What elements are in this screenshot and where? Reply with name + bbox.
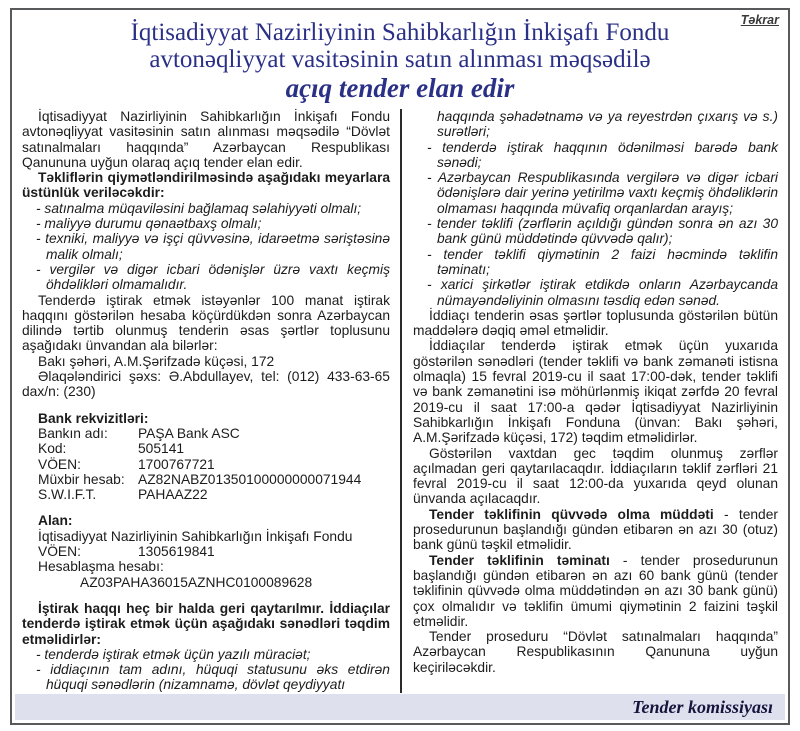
submission-deadlines-paragraph: İddiaçılar tenderdə iştirak etmək üçün yuxarıda göstərilən sənədləri (tender təklifi və bank zəmanəti istisna olmaqla) 15 fevral 2019-cu il saat 17:00-dək, tender təklifi və bank zəmanətini isə möhürlənmiş ikiqat zərfdə 20 fevral 2019-cu il saat 17:00-a qədər İqtisadiyyat Nazirliyinin Sahibkarlığın İnkişafı Fonduna (ünvan: Bakı şəhəri, A.M.Şərifzadə küçəsi, 172) təqdim etməlidirlər.	[413, 338, 778, 446]
bank-details-heading: Bank rekvizitləri:	[38, 410, 149, 426]
document-item: - xarici şirkətlər iştirak etdikdə onların Azərbaycanda nümayəndəliyinin olmasını təsdiq edən sənəd.	[427, 277, 778, 308]
validity-paragraph	[413, 507, 778, 553]
validity-lead: Tender təklifinin qüvvədə olma müddəti	[429, 506, 714, 522]
recipient-heading: Alan:	[38, 513, 73, 529]
page-title-line-1: İqtisadiyyat Nazirliyinin Sahibkarlığın İnkişafı Fondu	[130, 19, 670, 46]
bank-row-voen	[22, 457, 390, 472]
announcement-frame	[10, 8, 790, 725]
criteria-heading: Təkliflərin qiymətləndirilməsində aşağıdakı meyarlara üstünlük veriləcəkdir:	[22, 170, 390, 201]
bank-row-value: PAŞA Bank ASC	[138, 425, 240, 441]
bank-row-value: 1700767721	[138, 456, 215, 472]
bank-row-label: Bankın adı:	[38, 425, 108, 441]
criteria-item: - maliyyə durumu qənaətbaxş olmalı;	[36, 216, 262, 232]
signature-bar	[15, 694, 785, 720]
recipient-voen-row	[22, 544, 390, 559]
right-column	[400, 109, 778, 693]
compliance-paragraph: İddiaçı tenderin əsas şərtlər toplusunda göstərilən bütün maddələrə dəqiq əməl etməlidir.	[413, 307, 778, 339]
validity-rest: - tender prosedurunun başlandığı gündən etibarən ən azı 30 (otuz) bank günü təşkil etməlidir.	[413, 506, 778, 553]
criteria-item: - satınalma müqaviləsini bağlamaq səlahiyyəti olmalı;	[36, 200, 362, 216]
document-item: - Azərbaycan Respublikasında vergilərə və digər icbari ödənişlərə dair yerinə yetirilmə vaxtı keçmiş öhdəliklərin olmaması haqqında müvafiq orqanlardan arayış;	[427, 170, 778, 216]
spacer	[22, 400, 390, 411]
criteria-item: - vergilər və digər icbari ödənişlər üzrə vaxtı keçmiş öhdəlikləri olmamalıdır.	[36, 261, 390, 293]
guarantee-rest: - tender prosedurunun başlandığı gündən etibarən ən azı 60 bank günü (tender təklifinin qüvvədə olma müddətindən ən azı 30 bank günü) çox olmalıdır və təklifin ümumi qiymətinin 2 faizini təşkil etməlidir.	[413, 552, 778, 629]
recipient-voen-label: VÖEN:	[38, 544, 81, 560]
bank-row-label: VÖEN:	[38, 456, 81, 472]
document-item-continued: haqqında şəhadətnamə və ya reyestrdən çıxarış və s.) surətləri;	[437, 109, 778, 140]
contact-line: Əlaqələndirici şəxs: Ə.Abdullayev, tel: (012) 433-63-65 dax/n: (230)	[22, 369, 390, 400]
bank-row-corr-account	[22, 472, 390, 487]
left-column	[22, 109, 400, 693]
document-item: - tender təklifi (zərflərin açıldığı gündən sonra ən azı 30 bank günü müddətində qüvvədə qalır);	[427, 216, 778, 247]
recipient-name: İqtisadiyyat Nazirliyinin Sahibkarlığın İnkişafı Fondu	[38, 528, 353, 544]
settlement-account-label: Hesablaşma hesabı:	[38, 559, 164, 575]
recipient-voen-value: 1305619841	[138, 544, 215, 560]
bank-row-value: PAHAAZ22	[138, 487, 208, 503]
bank-row-value: 505141	[138, 441, 185, 457]
document-item: - tender təklifi qiymətinin 2 faizi həcmində təklifin təminatı;	[427, 246, 778, 277]
settlement-account-number: AZ03PAHA36015AZNHC0100089628	[80, 574, 313, 590]
bank-row-code	[22, 441, 390, 456]
document-item: - iddiaçının tam adını, hüquqi statusunu əks etdirən hüquqi sənədlərin (nizamnamə, dövlət qeydiyyatı	[36, 662, 390, 693]
title-block	[12, 10, 788, 103]
page-title-line-2: avtonəqliyyat vasitəsinin satın alınması məqsədilə	[149, 46, 651, 73]
tender-commission-signature: Tender komissiyası	[632, 697, 773, 717]
guarantee-lead: Tender təklifinin təminatı	[429, 552, 610, 568]
document-item: - tenderdə iştirak haqqının ödənilməsi barədə bank sənədi;	[427, 139, 778, 170]
spacer	[22, 502, 390, 513]
two-column-body	[12, 103, 788, 693]
intro-paragraph: İqtisadiyyat Nazirliyinin Sahibkarlığın İnkişafı Fondu avtonəqliyyat vasitəsinin satın alınması məqsədilə “Dövlət satınalmaları haqqında” Azərbaycan Respublikası Qanununa uyğun olaraq açıq tender elan edir.	[22, 109, 390, 170]
participation-paragraph: Tenderdə iştirak etmək istəyənlər 100 manat iştirak haqqını göstərilən hesaba köçürdükdən sonra Azərbaycan dilində tərtib olunmuş tenderin əsas şərtlər toplusunu aşağıdakı ünvandan ala bilərlər:	[22, 292, 390, 354]
bank-row-label: Kod:	[38, 441, 67, 457]
repeat-tag: Təkrar	[740, 13, 779, 27]
bank-row-swift	[22, 487, 390, 502]
document-item: - tenderdə iştirak etmək üçün yazılı müraciət;	[36, 646, 311, 662]
spacer	[22, 590, 390, 601]
bank-row-value: AZ82NABZ01350100000000071944	[138, 471, 362, 487]
bank-row-label: S.W.I.F.T.	[38, 487, 97, 503]
envelope-opening-paragraph: Göstərilən vaxtdan gec təqdim olunmuş zərflər açılmadan geri qaytarılacaqdır. İddiaçıların təklif zərfləri 21 fevral 2019-cu il saat 12:00-da yuxarıda qeyd olunan ünvanda açılacaqdır.	[413, 445, 778, 507]
bank-row-name	[22, 426, 390, 441]
guarantee-paragraph	[413, 553, 778, 629]
procedure-paragraph: Tender proseduru “Dövlət satınalmaları haqqında” Azərbaycan Respublikasının Qanununa uyğun keçiriləcəkdir.	[413, 629, 778, 675]
bank-row-label: Müxbir hesab:	[38, 471, 125, 487]
criteria-item: - texniki, maliyyə və işçi qüvvəsinə, idarəetmə səriştəsinə malik olmalı;	[36, 231, 390, 262]
address-line: Bakı şəhəri, A.M.Şərifzadə küçəsi, 172	[38, 353, 275, 369]
page-title-subtitle: açıq tender elan edir	[285, 73, 515, 103]
documents-heading: İştirak haqqı heç bir halda geri qaytarılmır. İddiaçılar tenderdə iştirak etmək üçün aşağıdakı sənədləri təqdim etməlidirlər:	[22, 600, 390, 647]
